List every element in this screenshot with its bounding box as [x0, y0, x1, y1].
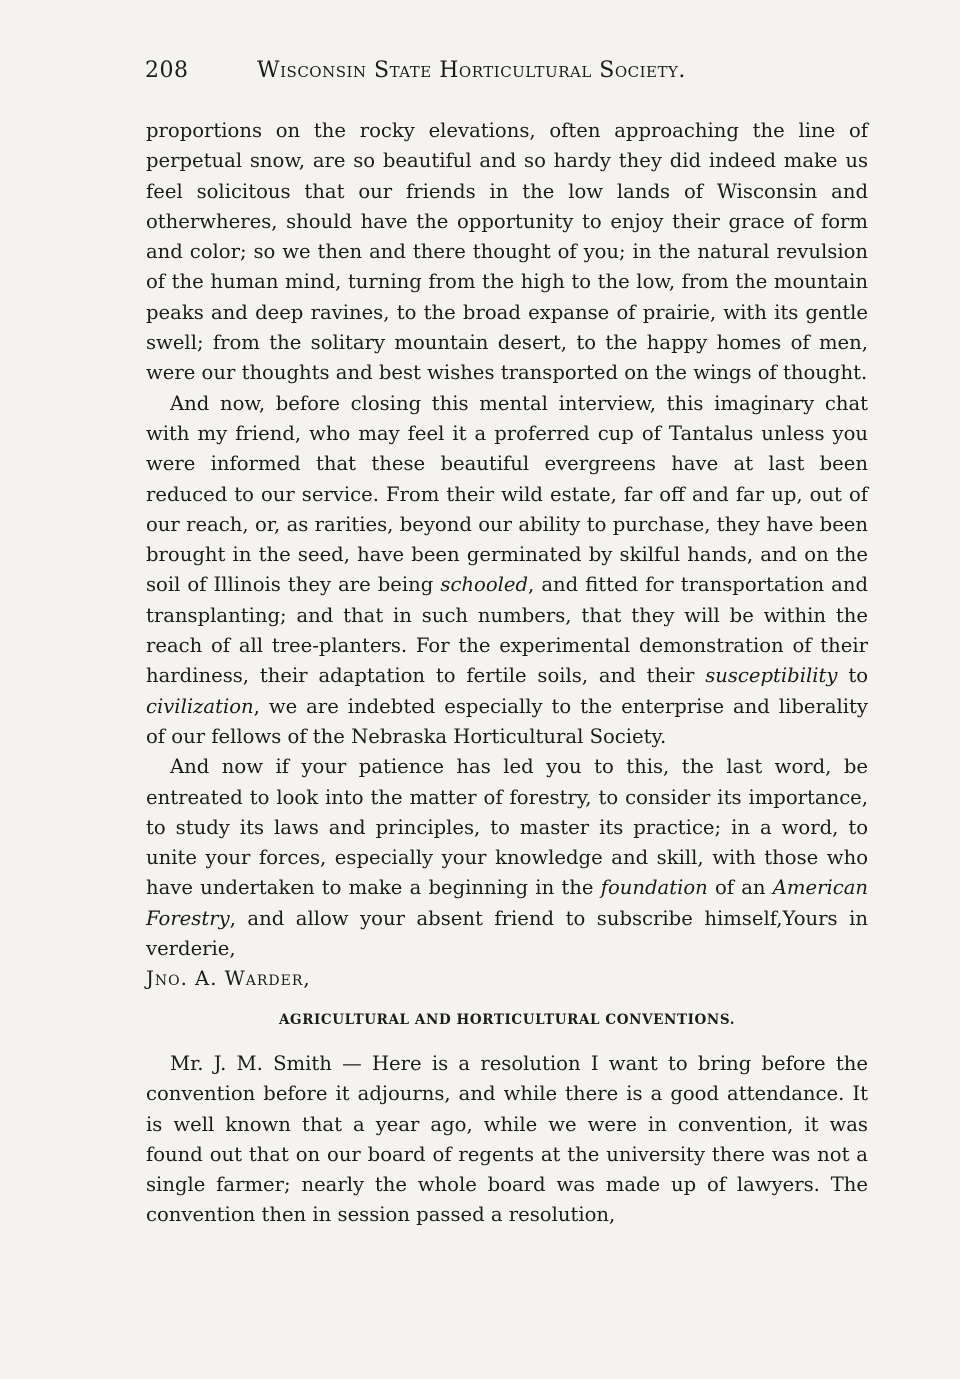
page-header — [145, 58, 785, 92]
paragraph-2-text-g: , we are indebted especially to the enterprise and liberality of our fellows of the Nebraska Horticultural Society. — [146, 694, 868, 748]
paragraph-1: proportions on the rocky elevations, often approaching the line of perpetual snow, are so beautiful and so hardy they did indeed make us feel solicitous that our friends in the low lands of Wisconsin and otherwheres, should have the opportunity to enjoy their grace of form and color; so we then and there thought of you; in the natural revulsion of the human mind, turning from the high to the low, from the mountain peaks and deep ravines, to the broad expanse of prairie, with its gentle swell; from the solitary mountain desert, to the happy homes of men, were our thoughts and best wishes transported on the wings of thought. — [146, 119, 868, 385]
section-paragraph — [146, 1049, 868, 1231]
section-text: — Here is a resolution I want to bring before the convention before it adjourns, and while there is a good attendance. It is well known that a year ago, while we were in convention, it was found out that on our board of regents at the university there was not a single farmer; nearly the whole board was made up of lawyers. The convention then in session passed a resolution, — [146, 1051, 868, 1227]
paragraph-2-italic-susceptibility: susceptibility — [705, 664, 838, 688]
paragraph-2-text-c: , and fitted for transportation and transplanting; and that in such numbers, that they will be within the reach of all tree-planters. For the experimental demonstration of their hardiness, their adaptation to fertile soils, and their — [146, 573, 868, 688]
paragraph-3-italic-american-forestry: American Forestry — [146, 876, 868, 930]
page-number: 208 — [145, 58, 189, 83]
closing-text: Yours in — [782, 906, 868, 930]
paragraph-3-italic-foundation: foundation — [600, 876, 708, 900]
paragraph-3-text-c: of an — [707, 876, 773, 900]
paragraph-2-text-a: And now, before closing this mental interview, this imaginary chat with my friend, who may feel it a proferred cup of Tantalus unless you were informed that these beautiful evergreens have at last been reduced to our service. From their wild estate, far off and far up, out of our reach, or, as rarities, beyond our ability to purchase, they have been brought in the seed, have been germinated by skilful hands, and on the soil of Illinois they are being — [146, 391, 868, 597]
paragraph-3 — [146, 752, 868, 964]
paragraph-3-text-e: , and allow your absent friend to subscribe himself, — [229, 906, 783, 930]
paragraph-2-italic-schooled: schooled — [440, 573, 529, 597]
speaker-name: Mr. J. M. Smith — [170, 1051, 332, 1075]
page-body — [146, 116, 868, 1231]
signature: Jno. A. Warder, — [146, 967, 311, 991]
paragraph-2 — [146, 389, 868, 753]
paragraph-3-text-a: And now if your patience has led you to this, the last word, be entreated to look into the matter of forestry, to consider its importance, to study its laws and principles, to master its practice; in a word, to unite your forces, especially your knowledge and skill, with those who have undertaken to make a beginning in the — [146, 755, 868, 900]
section-heading: AGRICULTURAL AND HORTICULTURAL CONVENTIONS. — [278, 1011, 736, 1028]
paragraph-2-italic-civilization: civilization — [146, 694, 254, 718]
paragraph-2-text-e: to — [837, 664, 868, 688]
running-title: Wisconsin State Horticultural Society. — [257, 58, 686, 83]
closing-verderie: verderie, — [146, 937, 236, 961]
